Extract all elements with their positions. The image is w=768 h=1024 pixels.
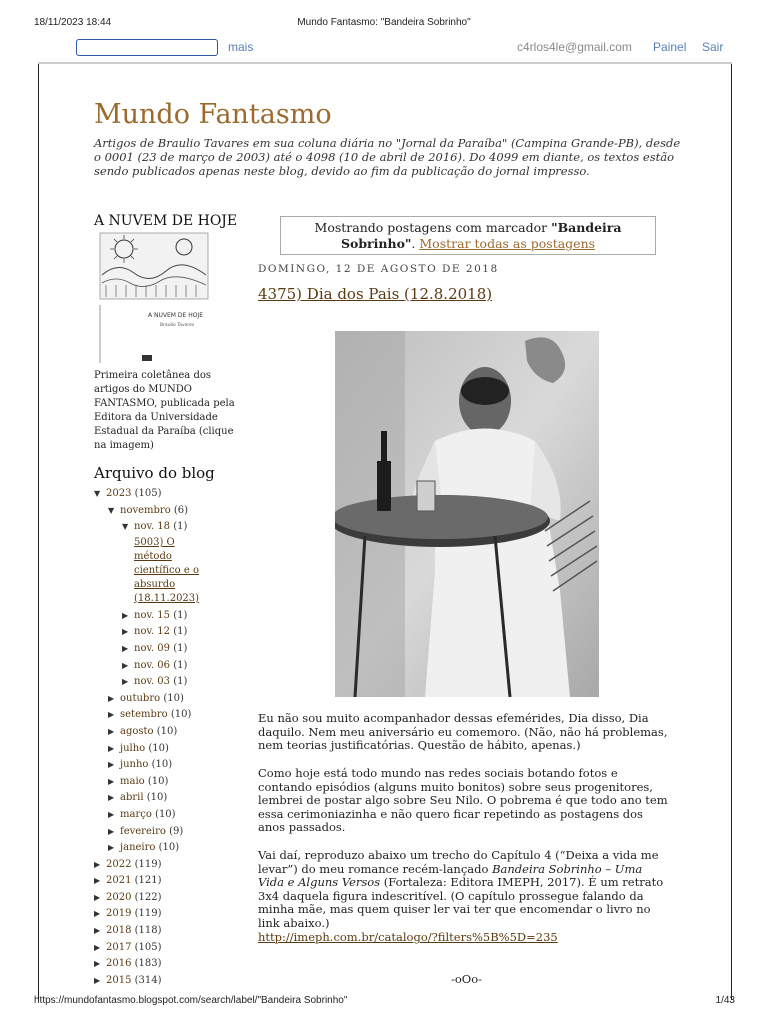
archive-day[interactable]: ▶ nov. 15 (1) (94, 608, 244, 625)
collapsed-triangle-icon[interactable]: ▶ (94, 892, 101, 902)
print-page-number: 1/43 (715, 995, 735, 1006)
book-caption: Primeira coletânea dos artigos do MUNDO FANTASMO, publicada pela Editora da Universidade Estadual da Paraíba (clique na imagem) (94, 370, 235, 451)
archive-day[interactable]: ▶ nov. 03 (1) (94, 674, 244, 691)
collapsed-triangle-icon[interactable]: ▶ (94, 926, 101, 936)
collapsed-triangle-icon[interactable]: ▶ (94, 876, 101, 886)
archive-days (94, 608, 244, 691)
archive-day-nov18[interactable]: ▼ nov. 18 (1) (94, 519, 244, 536)
post-date-header: DOMINGO, 12 DE AGOSTO DE 2018 (258, 263, 499, 275)
sidebar (94, 213, 244, 989)
book-cover-author: Braulio Tavares (160, 323, 195, 328)
logout-link[interactable]: Sair (702, 40, 724, 54)
blog-archive (94, 486, 244, 989)
archive-month[interactable]: ▶ fevereiro (9) (94, 824, 244, 841)
label-name: "Bandeira Sobrinho" (340, 220, 622, 251)
blogger-navbar (76, 38, 736, 58)
archive-year[interactable]: ▶ 2019 (119) (94, 906, 244, 923)
print-date: 18/11/2023 18:44 (34, 17, 112, 28)
archive-month[interactable]: ▶ março (10) (94, 807, 244, 824)
collapsed-triangle-icon[interactable]: ▶ (108, 710, 115, 720)
collapsed-triangle-icon[interactable]: ▶ (108, 693, 115, 703)
archive-month-november[interactable]: ▼ novembro (6) (94, 503, 244, 520)
archive-year[interactable]: ▶ 2022 (119) (94, 857, 244, 874)
print-url: https://mundofantasmo.blogspot.com/search/label/"Bandeira Sobrinho" (34, 995, 348, 1006)
archive-year[interactable]: ▶ 2017 (105) (94, 940, 244, 957)
book-cover-image[interactable] (98, 231, 210, 367)
widget-title: A NUVEM DE HOJE (94, 213, 238, 229)
archive-months (94, 691, 244, 857)
collapsed-triangle-icon[interactable]: ▶ (108, 776, 115, 786)
archive-day[interactable]: ▶ nov. 12 (1) (94, 624, 244, 641)
collapsed-triangle-icon[interactable]: ▶ (122, 643, 129, 653)
post-photo[interactable] (335, 331, 599, 697)
frame-shadow (38, 62, 732, 64)
catalog-link[interactable]: http://imeph.com.br/catalogo/?filters%5B%5D=235 (258, 930, 558, 944)
archive-month[interactable]: ▶ setembro (10) (94, 707, 244, 724)
post-paragraph-3: Vai daí, reproduzo abaixo um trecho do Capítulo 4 (“Deixa a vida me levar”) do meu romance recém-lançado Bandeira Sobrinho – Uma Vida e Alguns Versos (Fortaleza: Editora IMEPH, 2017). É um retrato 3x4 daquela figura indescritível. (O capítulo prossegue falando da minha mãe, mas quem quiser ler vai ter que encomendar o livro no link abaixo.) (258, 848, 664, 930)
blog-title[interactable]: Mundo Fantasmo (94, 99, 332, 130)
label-status-box: Mostrando postagens com marcador "Bandeira Sobrinho". Mostrar todas as postagens (280, 216, 656, 255)
archive-month[interactable]: ▶ julho (10) (94, 741, 244, 758)
collapsed-triangle-icon[interactable]: ▶ (94, 975, 101, 985)
print-header (0, 17, 768, 31)
archive-year[interactable]: ▶ 2021 (121) (94, 873, 244, 890)
collapsed-triangle-icon[interactable]: ▶ (122, 677, 129, 687)
archive-title: Arquivo do blog (94, 464, 215, 482)
collapsed-triangle-icon[interactable]: ▶ (108, 760, 115, 770)
separator: -oOo- (451, 972, 483, 986)
book-cover-title: A NUVEM DE HOJE (148, 312, 203, 319)
collapsed-triangle-icon[interactable]: ▶ (108, 826, 115, 836)
search-input[interactable] (76, 39, 218, 56)
collapsed-triangle-icon[interactable]: ▶ (108, 726, 115, 736)
collapsed-triangle-icon[interactable]: ▶ (122, 610, 129, 620)
collapsed-triangle-icon[interactable]: ▶ (94, 859, 101, 869)
panel-link[interactable]: Painel (653, 40, 687, 54)
print-footer (0, 995, 768, 1009)
archive-day[interactable]: ▶ nov. 06 (1) (94, 658, 244, 675)
archive-year[interactable]: ▶ 2016 (183) (94, 956, 244, 973)
collapsed-triangle-icon[interactable]: ▶ (108, 843, 115, 853)
post-paragraph-2: Como hoje está todo mundo nas redes sociais botando fotos e contando episódios (alguns muito bonitos) sobre seus progenitores, lembrei de postar algo sobre Seu Nilo. O pobrema é que todo ano tem essa cerimoniazinha e não quero ficar repetindo as postagens dos anos passados. (258, 766, 668, 834)
print-title: Mundo Fantasmo: "Bandeira Sobrinho" (297, 17, 471, 28)
archive-month[interactable]: ▶ outubro (10) (94, 691, 244, 708)
user-email: c4rlos4le@gmail.com (517, 40, 632, 54)
archive-month[interactable]: ▶ maio (10) (94, 774, 244, 791)
post-title[interactable]: 4375) Dia dos Pais (12.8.2018) (258, 285, 493, 303)
show-all-posts-link[interactable]: Mostrar todas as postagens (419, 236, 596, 251)
collapsed-triangle-icon[interactable]: ▶ (94, 909, 101, 919)
archive-day[interactable]: ▶ nov. 09 (1) (94, 641, 244, 658)
more-link[interactable]: mais (228, 40, 254, 54)
archive-year[interactable]: ▶ 2015 (314) (94, 973, 244, 990)
archive-month[interactable]: ▶ abril (10) (94, 790, 244, 807)
collapsed-triangle-icon[interactable]: ▶ (122, 660, 129, 670)
collapsed-triangle-icon[interactable]: ▶ (94, 959, 101, 969)
collapsed-triangle-icon[interactable]: ▶ (108, 809, 115, 819)
collapsed-triangle-icon[interactable]: ▶ (108, 743, 115, 753)
archive-month[interactable]: ▶ agosto (10) (94, 724, 244, 741)
post-paragraph-1: Eu não sou muito acompanhador dessas efemérides, Dia disso, Dia daquilo. Nem meu aniversário eu comemoro. (Não, não há problemas, nem teorias justificatórias. Questão de hábito, apenas.) (258, 711, 668, 752)
expanded-triangle-icon[interactable]: ▼ (122, 522, 129, 532)
archive-year[interactable]: ▶ 2018 (118) (94, 923, 244, 940)
archive-years (94, 857, 244, 990)
archive-month[interactable]: ▶ junho (10) (94, 757, 244, 774)
archive-year-2023[interactable]: ▼ 2023 (105) (94, 486, 244, 503)
photo-of-man-at-table (335, 331, 599, 697)
expanded-triangle-icon[interactable]: ▼ (108, 505, 115, 515)
collapsed-triangle-icon[interactable]: ▶ (108, 793, 115, 803)
archive-post-link[interactable]: 5003) O método científico e o absurdo (18.11.2023) (134, 536, 200, 604)
archive-year[interactable]: ▶ 2020 (122) (94, 890, 244, 907)
blog-description: Artigos de Braulio Tavares em sua coluna diária no "Jornal da Paraíba" (Campina Grande-PB), desde o 0001 (23 de março de 2003) até o 4098 (10 de abril de 2016). Do 4099 em diante, os textos estão sendo publicados apenas neste blog, devido ao fim da publicação do jornal impresso. (94, 136, 681, 178)
collapsed-triangle-icon[interactable]: ▶ (94, 942, 101, 952)
archive-month[interactable]: ▶ janeiro (10) (94, 840, 244, 857)
expanded-triangle-icon[interactable]: ▼ (94, 489, 101, 498)
book-cover-art (98, 231, 210, 367)
collapsed-triangle-icon[interactable]: ▶ (122, 627, 129, 637)
